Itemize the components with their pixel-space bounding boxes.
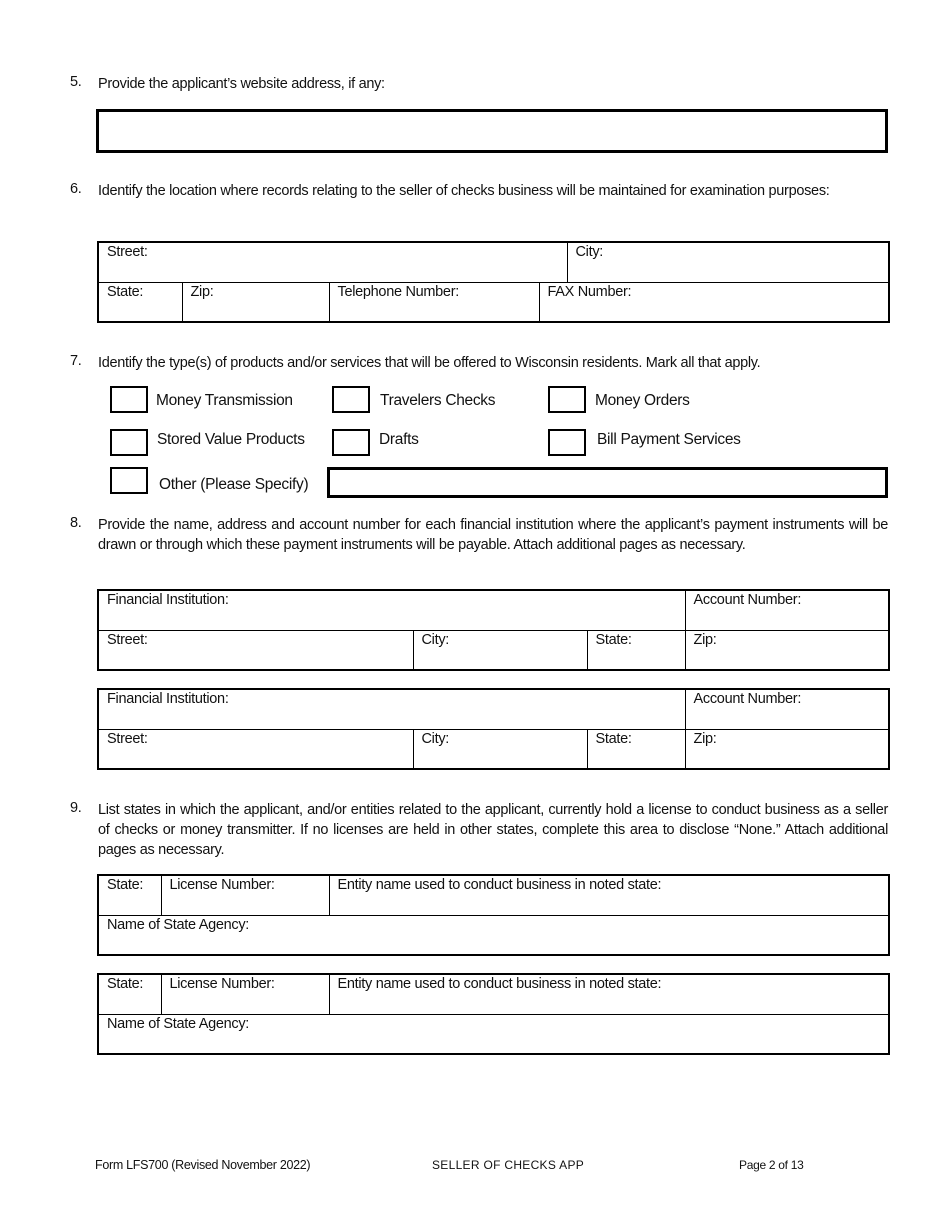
q6-number: 6. [70,181,82,197]
bill-payment-checkbox[interactable] [548,429,586,456]
financial-institution-table-1 [97,589,890,671]
license-number-label: License Number: [169,976,275,992]
fi1-account-field[interactable] [685,590,889,630]
fi-label: Financial Institution: [107,691,229,707]
q7-text: Identify the type(s) of products and/or services that will be offered to Wisconsin residents. Mark all that apply. [98,355,761,371]
license-table-2 [97,973,890,1055]
fi2-state-field[interactable] [587,729,685,769]
entity-name-label: Entity name used to conduct business in noted state: [337,976,662,992]
agency-label: Name of State Agency: [107,916,250,933]
q6-text: Identify the location where records relating to the seller of checks business will be maintained for examination purposes: [98,183,830,199]
q7-number: 7. [70,353,82,369]
other-label: Other (Please Specify) [159,476,309,493]
money-orders-label: Money Orders [595,392,690,409]
city-label: City: [575,244,604,260]
fi2-street-field[interactable] [98,729,413,769]
travelers-checks-label: Travelers Checks [380,392,496,409]
license1-agency-field[interactable] [98,915,889,955]
license2-entity-field[interactable] [329,974,889,1014]
fi-label: Financial Institution: [107,592,229,608]
fi2-zip-field[interactable] [685,729,889,769]
money-transmission-checkbox[interactable] [110,386,148,413]
stored-value-checkbox[interactable] [110,429,148,456]
records-city-field[interactable] [567,242,889,282]
license2-state-field[interactable] [98,974,161,1014]
license1-state-field[interactable] [98,875,161,915]
drafts-label: Drafts [379,431,419,448]
footer-page-number: Page 2 of 13 [739,1158,804,1172]
fax-label: FAX Number: [547,283,632,300]
zip-label: Zip: [693,730,717,747]
agency-label: Name of State Agency: [107,1015,250,1032]
entity-name-label: Entity name used to conduct business in noted state: [337,877,662,893]
other-specify-input[interactable] [327,467,888,498]
street-label: Street: [107,244,148,260]
account-label: Account Number: [693,592,802,608]
drafts-checkbox[interactable] [332,429,370,456]
account-label: Account Number: [693,691,802,707]
license1-number-field[interactable] [161,875,329,915]
fi2-name-field[interactable] [98,689,685,729]
fi1-name-field[interactable] [98,590,685,630]
q5-text: Provide the applicant’s website address, if any: [98,76,385,92]
license2-agency-field[interactable] [98,1014,889,1054]
q8-number: 8. [70,515,82,531]
street-label: Street: [107,730,148,747]
q9-number: 9. [70,800,82,816]
zip-label: Zip: [693,631,717,648]
license-table-1 [97,874,890,956]
state-label: State: [107,976,144,992]
state-label: State: [107,283,144,300]
city-label: City: [421,631,450,648]
fi1-state-field[interactable] [587,630,685,670]
fi1-zip-field[interactable] [685,630,889,670]
records-telephone-field[interactable] [329,282,539,322]
records-state-field[interactable] [98,282,182,322]
records-fax-field[interactable] [539,282,889,322]
fi1-city-field[interactable] [413,630,587,670]
q9-text: List states in which the applicant, and/or entities related to the applicant, currently hold a license to conduct business as a seller of checks or money transmitter. If no licenses are held in other states, complete this area to disclose “None.” Attach additional pages as necessary. [98,802,888,858]
other-checkbox[interactable] [110,467,148,494]
website-address-input[interactable] [96,109,888,153]
telephone-label: Telephone Number: [337,283,459,300]
travelers-checks-checkbox[interactable] [332,386,370,413]
bill-payment-label: Bill Payment Services [597,431,741,448]
license-number-label: License Number: [169,877,275,893]
financial-institution-table-2 [97,688,890,770]
license1-entity-field[interactable] [329,875,889,915]
records-location-table [97,241,890,323]
street-label: Street: [107,631,148,648]
state-label: State: [107,877,144,893]
stored-value-label: Stored Value Products [157,431,305,448]
records-zip-field[interactable] [182,282,329,322]
state-label: State: [595,730,632,747]
fi1-street-field[interactable] [98,630,413,670]
records-street-field[interactable] [98,242,567,282]
state-label: State: [595,631,632,648]
fi2-account-field[interactable] [685,689,889,729]
q8-text: Provide the name, address and account number for each financial institution where the applicant’s payment instruments will be drawn or through which these payment instruments will be payable. Attach additional pages as necessary. [98,517,888,553]
city-label: City: [421,730,450,747]
money-transmission-label: Money Transmission [156,392,293,409]
license2-number-field[interactable] [161,974,329,1014]
money-orders-checkbox[interactable] [548,386,586,413]
footer-title: SELLER OF CHECKS APP [432,1158,585,1172]
q5-number: 5. [70,74,82,90]
zip-label: Zip: [190,283,214,300]
fi2-city-field[interactable] [413,729,587,769]
footer-form-id: Form LFS700 (Revised November 2022) [95,1158,311,1172]
